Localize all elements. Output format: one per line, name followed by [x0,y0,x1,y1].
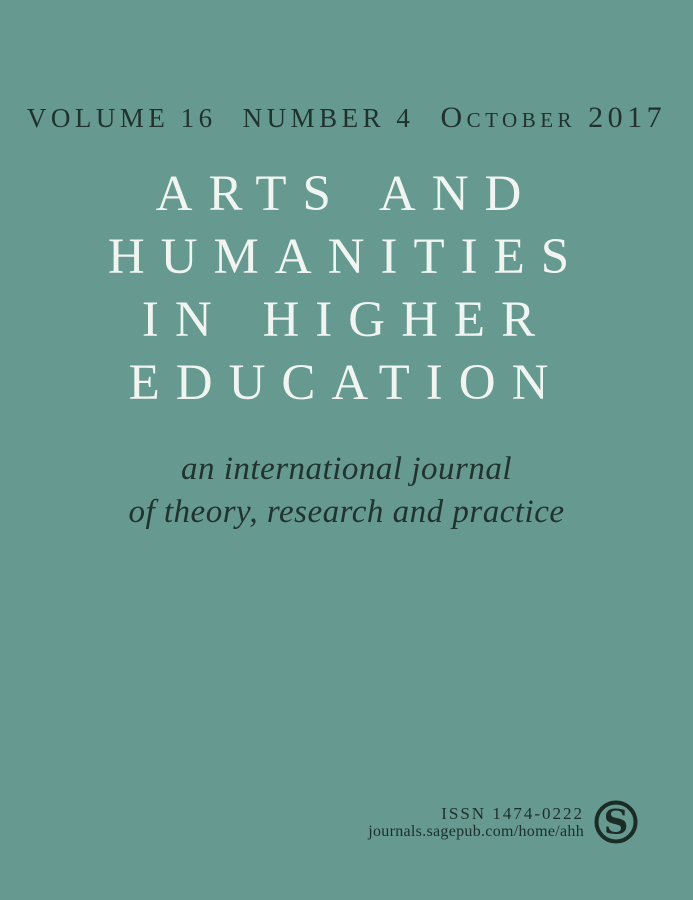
title-line-3: IN HIGHER [141,292,552,348]
subtitle-line-1: an international journal [180,451,512,487]
sage-publisher-icon [594,800,638,844]
subtitle-line-2: of theory, research and practice [128,494,565,530]
number-label: NUMBER 4 [242,103,415,133]
title-line-2: HUMANITIES [107,229,586,285]
sage-logo-letter: S [603,802,629,843]
title-line-4: EDUCATION [128,355,565,411]
footer-text [368,804,584,841]
footer [368,800,638,844]
journal-url: journals.sagepub.com/home/ahh [368,822,584,840]
title-line-1: ARTS AND [155,166,538,222]
date-label: October 2017 [440,101,667,134]
issue-info-line [0,101,693,135]
volume-label: VOLUME 16 [26,103,217,133]
journal-title [0,163,693,415]
issn-label: ISSN 1474-0222 [441,803,584,823]
journal-subtitle [0,448,693,534]
